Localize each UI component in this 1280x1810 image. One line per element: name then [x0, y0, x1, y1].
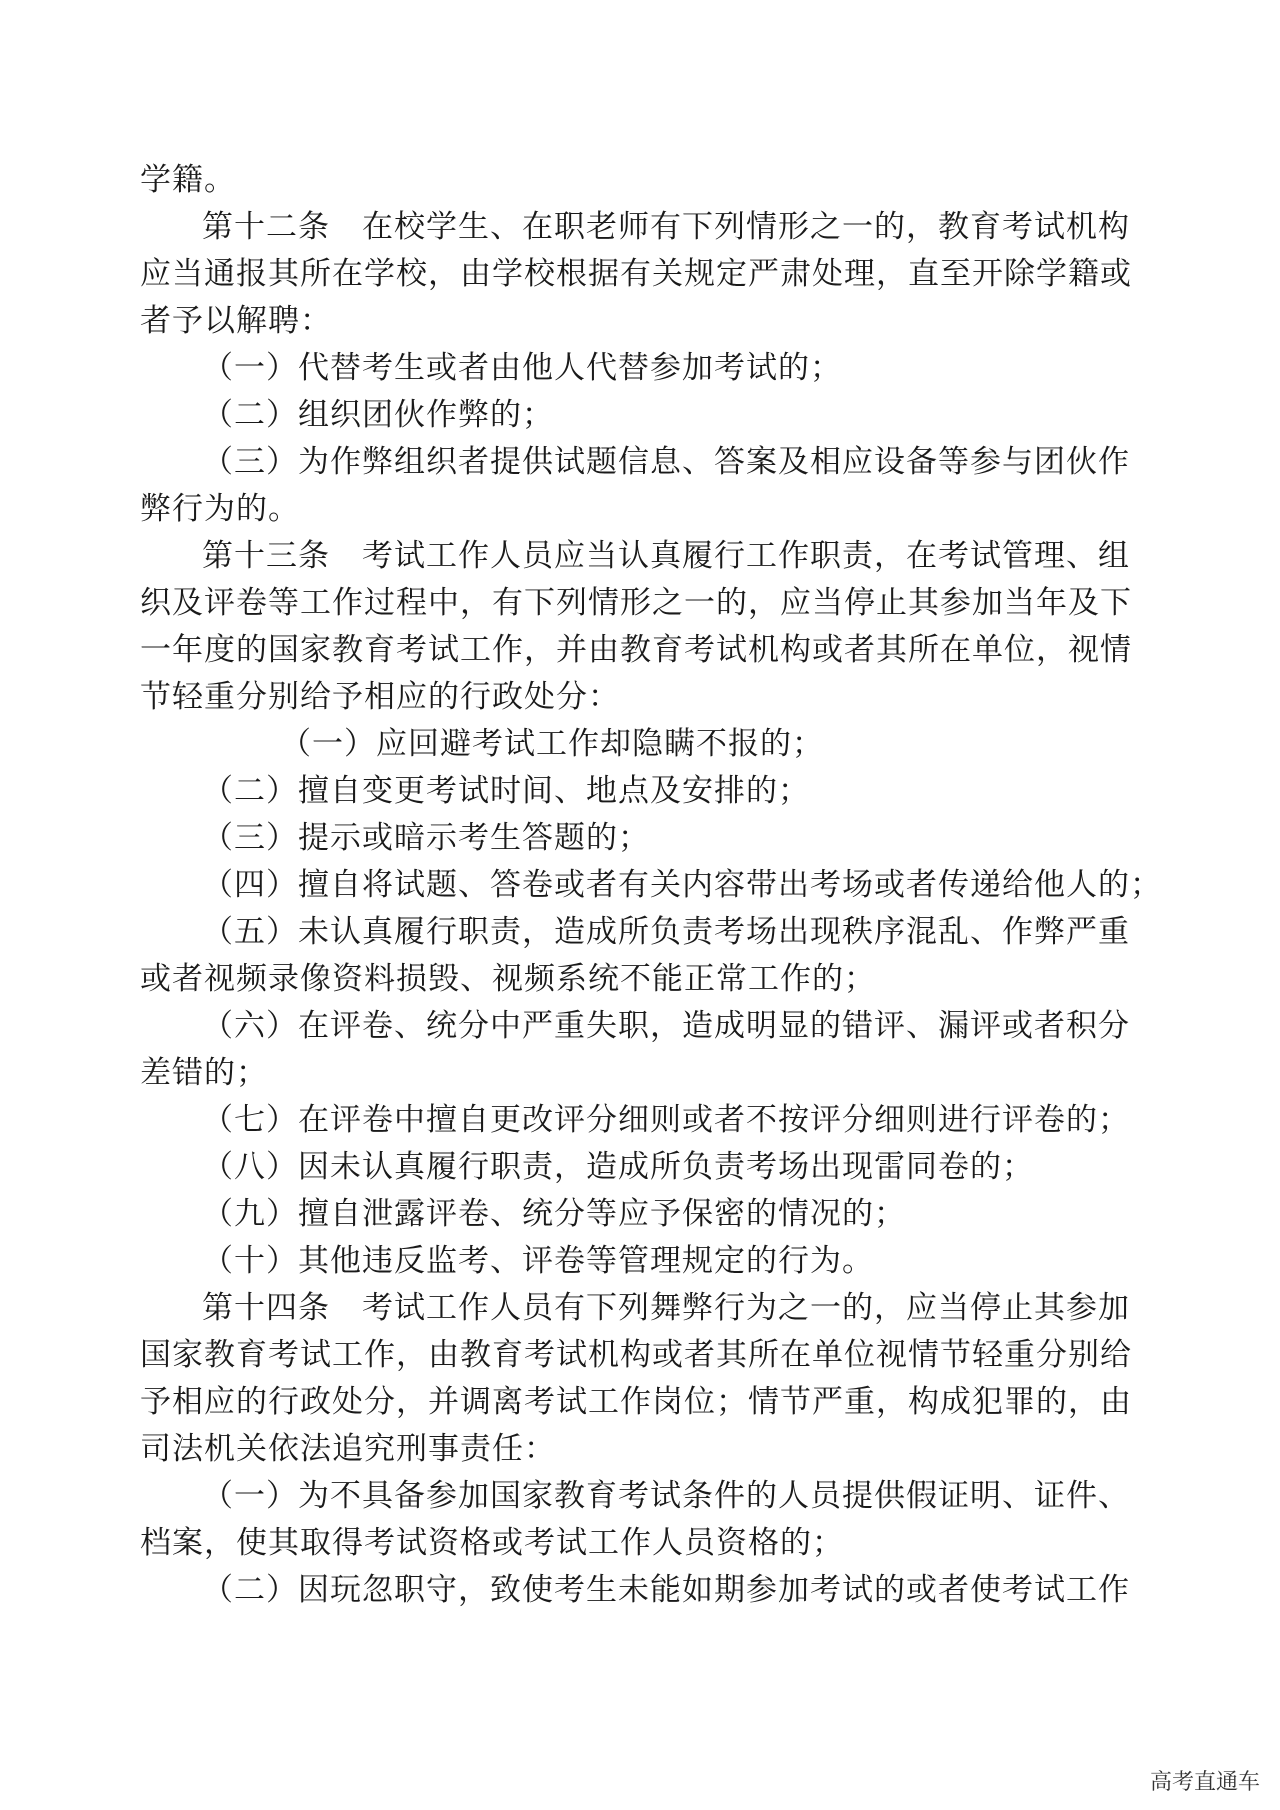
text-line: 织及评卷等工作过程中，有下列情形之一的，应当停止其参加当年及下: [140, 585, 1132, 621]
text-line: 学籍。: [140, 162, 236, 198]
list-item: （五）未认真履行职责，造成所负责考场出现秩序混乱、作弊严重: [202, 914, 1130, 950]
article-12-heading-line: 第十二条 在校学生、在职老师有下列情形之一的，教育考试机构: [202, 209, 1130, 245]
text-line: 节轻重分别给予相应的行政处分：: [140, 679, 620, 715]
watermark-label: 高考直通车: [1149, 1770, 1260, 1795]
text-line: 差错的；: [140, 1055, 268, 1091]
article-13-heading-line: 第十三条 考试工作人员应当认真履行工作职责，在考试管理、组: [202, 538, 1130, 574]
text-line: 应当通报其所在学校，由学校根据有关规定严肃处理，直至开除学籍或: [140, 256, 1132, 292]
text-line: 或者视频录像资料损毁、视频系统不能正常工作的；: [140, 961, 876, 997]
list-item: （十）其他违反监考、评卷等管理规定的行为。: [202, 1243, 874, 1279]
list-item: （二）因玩忽职守，致使考生未能如期参加考试的或者使考试工作: [202, 1572, 1130, 1608]
list-item: （一）为不具备参加国家教育考试条件的人员提供假证明、证件、: [202, 1478, 1130, 1514]
list-item: （六）在评卷、统分中严重失职，造成明显的错评、漏评或者积分: [202, 1008, 1130, 1044]
list-item: （四）擅自将试题、答卷或者有关内容带出考场或者传递给他人的；: [202, 867, 1162, 903]
text-line: 弊行为的。: [140, 491, 300, 527]
list-item: （八）因未认真履行职责，造成所负责考场出现雷同卷的；: [202, 1149, 1034, 1185]
text-line: 司法机关依法追究刑事责任：: [140, 1431, 556, 1467]
list-item: （九）擅自泄露评卷、统分等应予保密的情况的；: [202, 1196, 906, 1232]
list-item: （三）为作弊组织者提供试题信息、答案及相应设备等参与团伙作: [202, 444, 1130, 480]
list-item: （二）组织团伙作弊的；: [202, 397, 554, 433]
article-14-heading-line: 第十四条 考试工作人员有下列舞弊行为之一的，应当停止其参加: [202, 1290, 1130, 1326]
text-line: 一年度的国家教育考试工作，并由教育考试机构或者其所在单位，视情: [140, 632, 1132, 668]
list-item: （二）擅自变更考试时间、地点及安排的；: [202, 773, 810, 809]
text-line: 予相应的行政处分，并调离考试工作岗位；情节严重，构成犯罪的，由: [140, 1384, 1132, 1420]
text-line: 国家教育考试工作，由教育考试机构或者其所在单位视情节轻重分别给: [140, 1337, 1132, 1373]
list-item: （一）应回避考试工作却隐瞒不报的；: [280, 726, 824, 762]
list-item: （三）提示或暗示考生答题的；: [202, 820, 650, 856]
text-line: 者予以解聘：: [140, 303, 332, 339]
text-line: 档案，使其取得考试资格或考试工作人员资格的；: [140, 1525, 844, 1561]
list-item: （一）代替考生或者由他人代替参加考试的；: [202, 350, 842, 386]
list-item: （七）在评卷中擅自更改评分细则或者不按评分细则进行评卷的；: [202, 1102, 1130, 1138]
